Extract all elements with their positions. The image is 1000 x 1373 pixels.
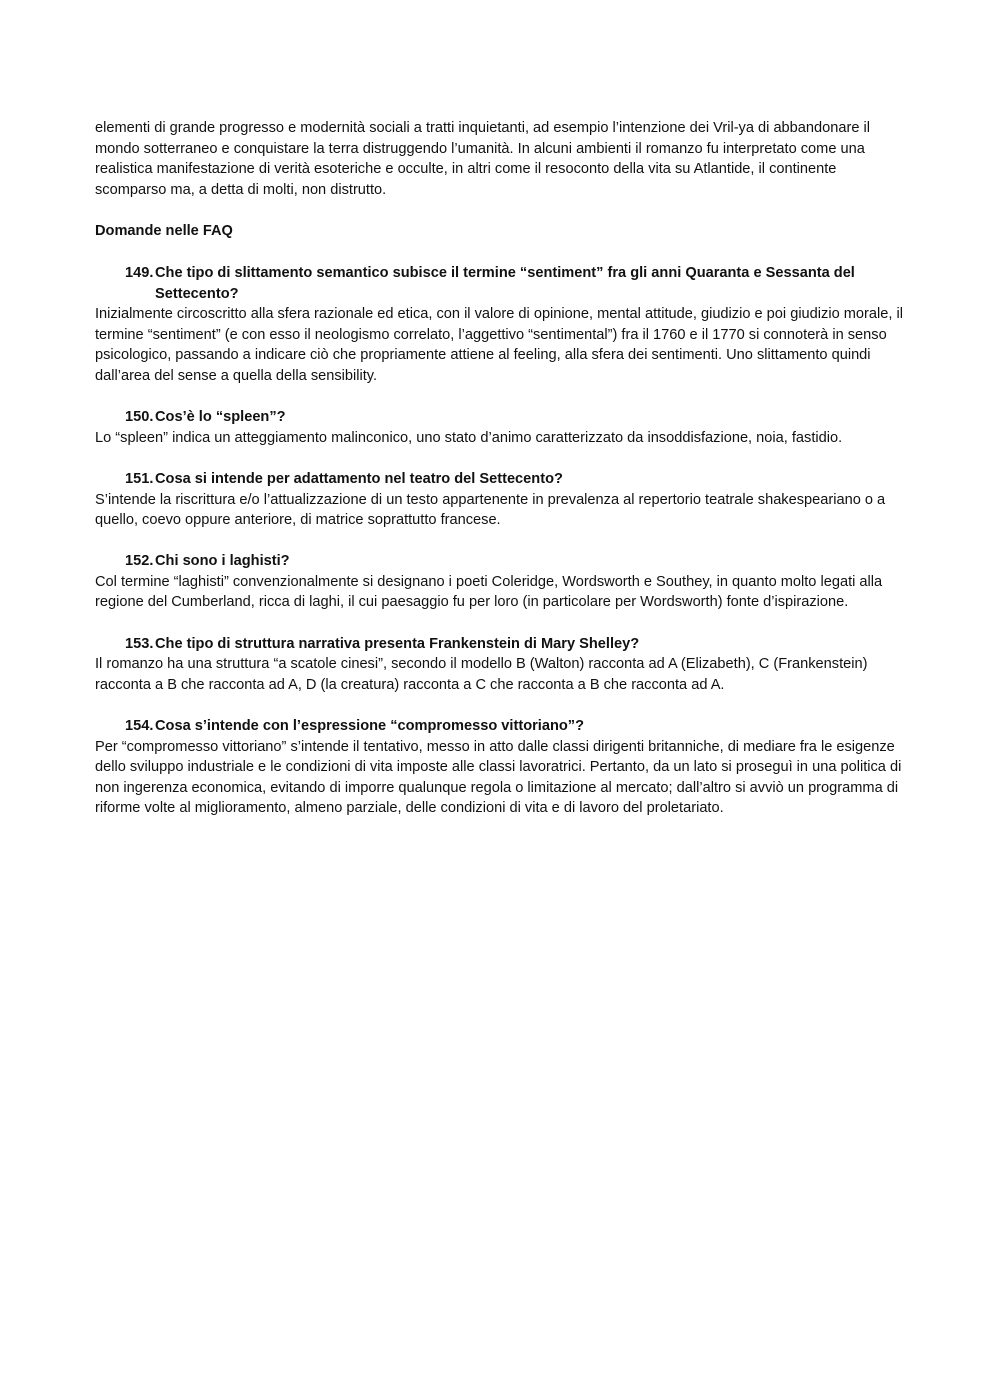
faq-answer: Per “compromesso vittoriano” s’intende il tentativo, messo in atto dalle classi dirigenti britanniche, di mediare fra le esigenze dello sviluppo industriale e le condizioni di vita imposte alle classi lavoratrici. Pertanto, da un lato si proseguì in una politica di non ingerenza economica, evitando di imporre qualunque regola o limitazione al mercato; dall’altro si avviò un programma di riforme volte al miglioramento, almeno parziale, delle condizioni di vita e di lavoro del proletariato. [95, 738, 902, 817]
question-text: Chi sono i laghisti? [155, 553, 290, 570]
faq-item-151 [95, 469, 907, 531]
section-title: Domande nelle FAQ [95, 223, 233, 240]
faq-item-149 [95, 263, 907, 387]
faq-question [95, 716, 907, 737]
faq-question [95, 263, 907, 304]
faq-answer: Col termine “laghisti” convenzionalmente si designano i poeti Coleridge, Wordsworth e Southey, in quanto molto legati alla regione del Cumberland, ricca di laghi, il cui paesaggio fu per loro (in particolare per Wordsworth) fonte d’ispirazione. [95, 573, 883, 611]
question-number: 151. [125, 470, 154, 487]
faq-item-150 [95, 407, 907, 448]
question-text: Che tipo di struttura narrativa presenta Frankenstein di Mary Shelley? [155, 635, 640, 652]
intro-text: elementi di grande progresso e modernità sociali a tratti inquietanti, ad esempio l’intenzione dei Vril-ya di abbandonare il mondo sotterraneo e conquistare la terra distruggendo l’umanità. In alcuni ambienti il romanzo fu interpretato come una realistica manifestazione di verità esoteriche e occulte, in altri come il resoconto della vita su Atlantide, il continente scomparso ma, a detta di molti, non distrutto. [95, 120, 871, 198]
question-number: 149. [125, 264, 154, 281]
question-text: Cosa s’intende con l’espressione “compromesso vittoriano”? [155, 718, 584, 735]
faq-question [95, 551, 907, 572]
faq-question [95, 407, 907, 428]
faq-answer: S’intende la riscrittura e/o l’attualizzazione di un testo appartenente in prevalenza al repertorio teatrale shakespeariano o a quello, coevo oppure anteriore, di matrice soprattutto francese. [95, 491, 886, 529]
faq-item-154 [95, 716, 907, 819]
question-number: 150. [125, 409, 154, 426]
faq-answer: Inizialmente circoscritto alla sfera razionale ed etica, con il valore di opinione, mental attitude, giudizio e poi giudizio morale, il termine “sentiment” (e con esso il neologismo correlato, l’aggettivo “sentimental”) fra il 1760 e il 1770 si connoterà in senso psicologico, passando a indicare ciò che propriamente attiene al feeling, alla sfera dei sentimenti. Uno slittamento quindi dall’area del sense a quella della sensibility. [95, 306, 903, 384]
faq-question [95, 469, 907, 490]
question-number: 152. [125, 553, 154, 570]
question-number: 153. [125, 635, 154, 652]
document-page [95, 118, 907, 840]
faq-question [95, 634, 907, 655]
faq-answer: Lo “spleen” indica un atteggiamento malinconico, uno stato d’animo caratterizzato da insoddisfazione, noia, fastidio. [95, 429, 843, 446]
faq-item-152 [95, 551, 907, 613]
question-text: Cosa si intende per adattamento nel teatro del Settecento? [155, 470, 563, 487]
question-number: 154. [125, 718, 154, 735]
faq-answer: Il romanzo ha una struttura “a scatole cinesi”, secondo il modello B (Walton) racconta ad A (Elizabeth), C (Frankenstein) racconta a B che racconta ad A, D (la creatura) racconta a C che racconta a B che racconta ad A. [95, 656, 868, 693]
question-text: Che tipo di slittamento semantico subisce il termine “sentiment” fra gli anni Quaranta e Sessanta del Settecento? [155, 264, 855, 302]
faq-item-153 [95, 634, 907, 696]
intro-paragraph [95, 118, 907, 200]
question-text: Cos’è lo “spleen”? [155, 409, 286, 426]
